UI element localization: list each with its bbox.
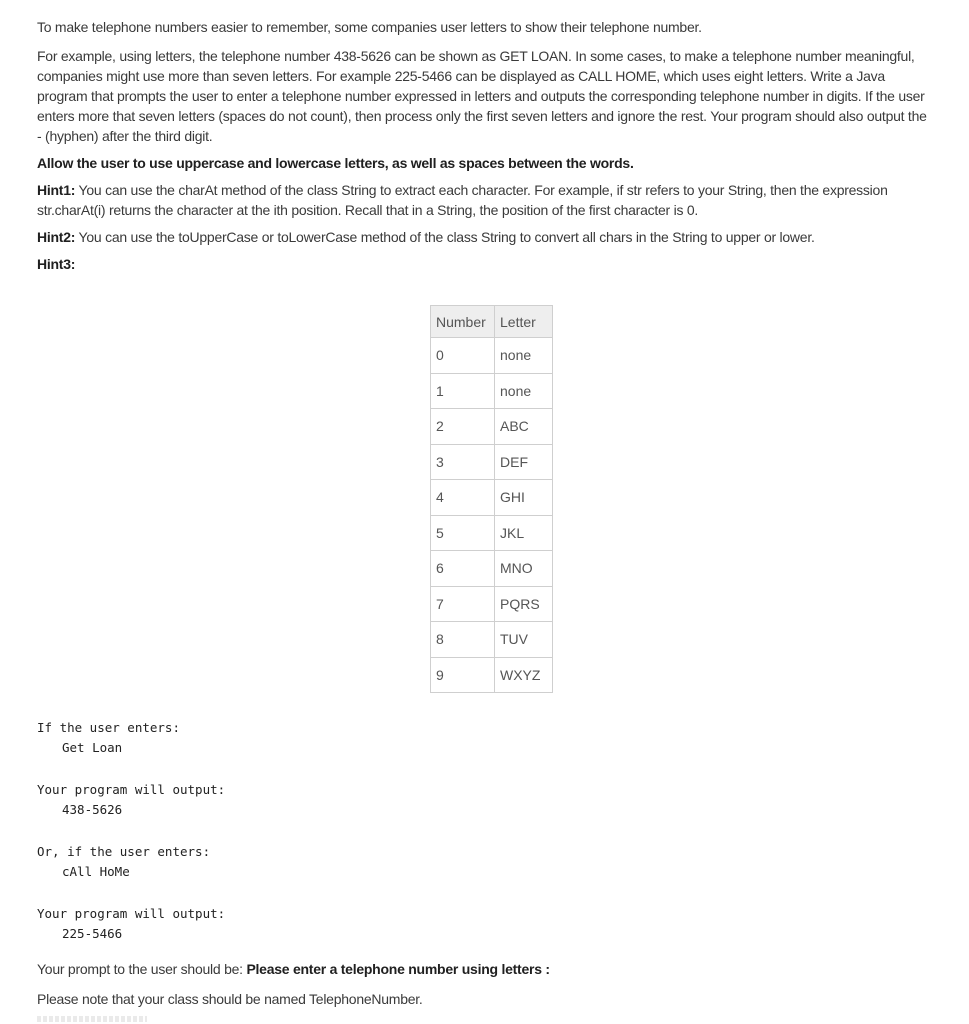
letter-cell: DEF bbox=[495, 444, 553, 480]
letter-cell: GHI bbox=[495, 480, 553, 516]
class-name-note: Please note that your class should be named TelephoneNumber. bbox=[37, 991, 423, 1007]
example-input-2 bbox=[37, 842, 210, 882]
faint-footer-text bbox=[37, 1016, 147, 1022]
letter-cell: WXYZ bbox=[495, 657, 553, 693]
number-cell: 0 bbox=[431, 338, 495, 374]
example-value: 225-5466 bbox=[62, 926, 123, 941]
prompt-bold: Please enter a telephone number using letters : bbox=[246, 961, 550, 977]
number-cell: 4 bbox=[431, 480, 495, 516]
column-header-letter: Letter bbox=[495, 306, 553, 338]
table-row bbox=[431, 444, 553, 480]
table-row bbox=[431, 480, 553, 516]
example-output-2 bbox=[37, 904, 225, 944]
hint3-label: Hint3: bbox=[37, 256, 76, 272]
number-cell: 2 bbox=[431, 409, 495, 445]
table-row bbox=[431, 551, 553, 587]
letter-cell: PQRS bbox=[495, 586, 553, 622]
letter-cell: TUV bbox=[495, 622, 553, 658]
table-row bbox=[431, 622, 553, 658]
letter-cell: MNO bbox=[495, 551, 553, 587]
hint1-label: Hint1: bbox=[37, 182, 76, 198]
number-letter-table bbox=[430, 305, 553, 693]
number-cell: 1 bbox=[431, 373, 495, 409]
prompt-line bbox=[37, 959, 550, 979]
number-cell: 3 bbox=[431, 444, 495, 480]
hint1-text: You can use the charAt method of the class String to extract each character. For example, if str refers to your String, then the expression str.charAt(i) returns the character at the ith position. Recall that in a String, the position of the first character is 0. bbox=[37, 182, 888, 218]
number-cell: 5 bbox=[431, 515, 495, 551]
letter-cell: JKL bbox=[495, 515, 553, 551]
letter-cell: none bbox=[495, 338, 553, 374]
table-row bbox=[431, 373, 553, 409]
description-paragraph: For example, using letters, the telephone number 438-5626 can be shown as GET LOAN. In some cases, to make a telephone number meaningful, companies might use more than seven letters. For example 225-5466 can be displayed as CALL HOME, which uses eight letters. Write a Java program that prompts the user to enter a telephone number expressed in letters and outputs the corresponding telephone number in digits. If the user enters more that seven letters (spaces do not count), then process only the first seven letters and ignore the rest. Your program should also output the - (hyphen) after the third digit. bbox=[37, 48, 927, 144]
prompt-text: Your prompt to the user should be: bbox=[37, 961, 247, 977]
example-label: Your program will output: bbox=[37, 782, 226, 797]
table-header-row bbox=[431, 306, 553, 338]
example-label: Your program will output: bbox=[37, 906, 226, 921]
table-row bbox=[431, 657, 553, 693]
table-row bbox=[431, 586, 553, 622]
letter-cell: none bbox=[495, 373, 553, 409]
intro-text: To make telephone numbers easier to remember, some companies user letters to show their telephone number. bbox=[37, 19, 702, 35]
example-value: 438-5626 bbox=[62, 802, 123, 817]
example-label: If the user enters: bbox=[37, 720, 180, 735]
table-row bbox=[431, 515, 553, 551]
letter-cell: ABC bbox=[495, 409, 553, 445]
table-row bbox=[431, 409, 553, 445]
example-input-1 bbox=[37, 718, 180, 758]
example-value: Get Loan bbox=[62, 740, 123, 755]
allow-note: Allow the user to use uppercase and lowercase letters, as well as spaces between the words. bbox=[37, 155, 634, 171]
table-row bbox=[431, 338, 553, 374]
hint2-text: You can use the toUpperCase or toLowerCase method of the class String to convert all chars in the String to upper or lower. bbox=[75, 229, 815, 245]
number-cell: 9 bbox=[431, 657, 495, 693]
number-cell: 7 bbox=[431, 586, 495, 622]
column-header-number: Number bbox=[431, 306, 495, 338]
hint1 bbox=[37, 180, 932, 220]
hint2-label: Hint2: bbox=[37, 229, 76, 245]
example-value: cAll HoMe bbox=[62, 864, 130, 879]
example-label: Or, if the user enters: bbox=[37, 844, 211, 859]
hint2 bbox=[37, 227, 932, 247]
problem-statement bbox=[37, 10, 932, 274]
number-cell: 6 bbox=[431, 551, 495, 587]
example-output-1 bbox=[37, 780, 225, 820]
number-cell: 8 bbox=[431, 622, 495, 658]
